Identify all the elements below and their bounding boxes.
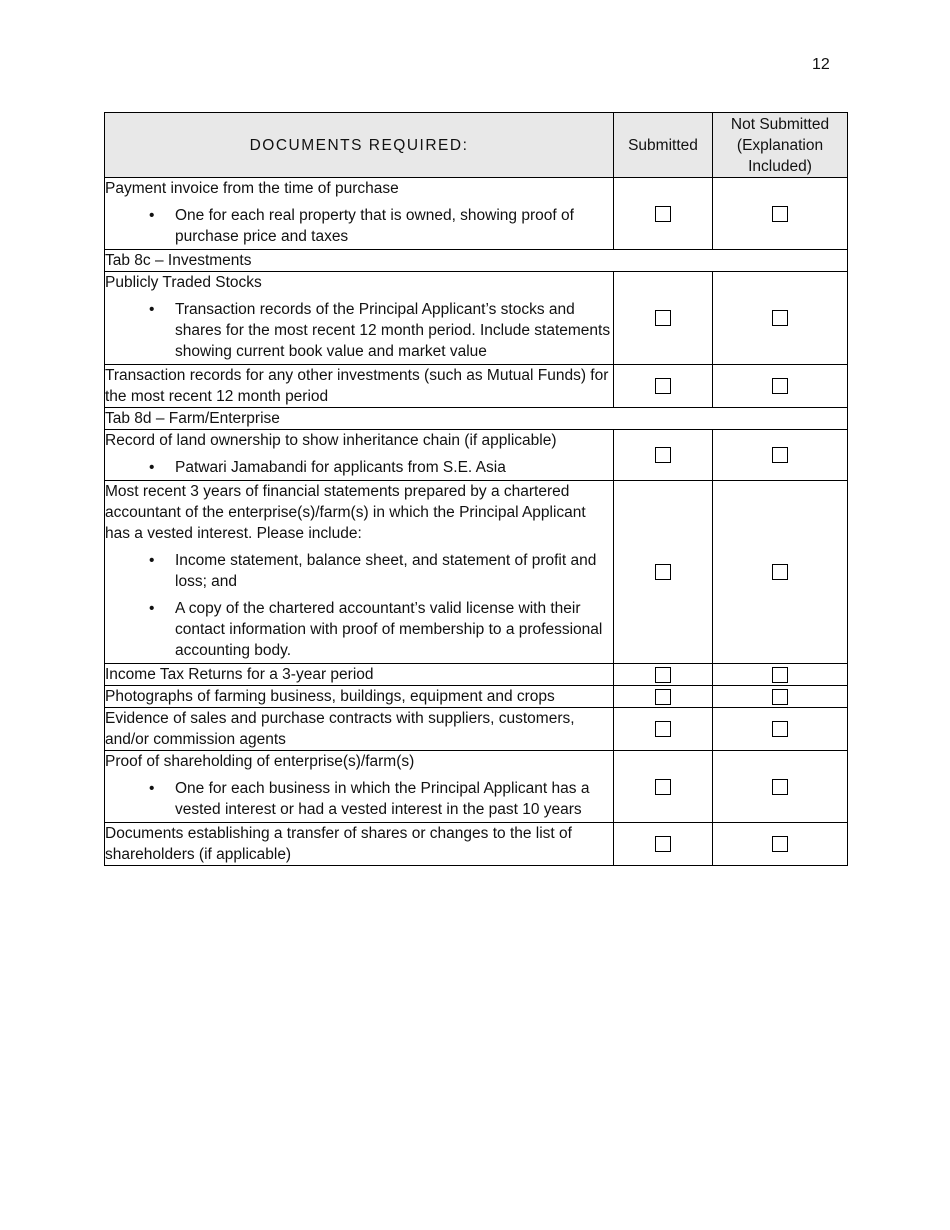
document-description: Most recent 3 years of financial statements prepared by a chartered accountant of the enterprise(s)/farm(s) in which the Principal Applicant has a vested interest. Please include: bbox=[105, 483, 586, 542]
table-row bbox=[105, 272, 848, 365]
document-cell bbox=[105, 430, 614, 481]
submitted-cell bbox=[614, 708, 713, 751]
table-row bbox=[105, 481, 848, 664]
bullet-list bbox=[105, 778, 613, 820]
section-row bbox=[105, 250, 848, 272]
document-description: Income Tax Returns for a 3-year period bbox=[105, 666, 374, 683]
document-description: Record of land ownership to show inheritance chain (if applicable) bbox=[105, 432, 557, 449]
bullet-list bbox=[105, 299, 613, 362]
submitted-cell bbox=[614, 751, 713, 823]
submitted-cell bbox=[614, 664, 713, 686]
document-cell bbox=[105, 708, 614, 751]
submitted-cell bbox=[614, 178, 713, 250]
bullet-item: • One for each real property that is owned, showing proof of purchase price and taxes bbox=[175, 205, 613, 247]
section-row bbox=[105, 408, 848, 430]
header-not-submitted-line2: (Explanation bbox=[736, 136, 824, 154]
submitted-checkbox[interactable] bbox=[655, 564, 671, 580]
table-row bbox=[105, 430, 848, 481]
not-submitted-checkbox[interactable] bbox=[772, 447, 788, 463]
bullet-item: • A copy of the chartered accountant’s valid license with their contact information with proof of membership to a professional accounting body. bbox=[175, 598, 613, 661]
not-submitted-checkbox[interactable] bbox=[772, 564, 788, 580]
submitted-checkbox[interactable] bbox=[655, 836, 671, 852]
table-row bbox=[105, 751, 848, 823]
document-description: Transaction records for any other investments (such as Mutual Funds) for the most recent 12 month period bbox=[105, 367, 609, 405]
not-submitted-checkbox[interactable] bbox=[772, 689, 788, 705]
not-submitted-checkbox[interactable] bbox=[772, 667, 788, 683]
not-submitted-checkbox[interactable] bbox=[772, 836, 788, 852]
bullet-list bbox=[105, 550, 613, 661]
header-row bbox=[105, 113, 848, 178]
document-cell bbox=[105, 686, 614, 708]
table-row bbox=[105, 664, 848, 686]
header-not-submitted-line1: Not Submitted bbox=[730, 115, 830, 133]
submitted-checkbox[interactable] bbox=[655, 206, 671, 222]
bullet-item: • One for each business in which the Principal Applicant has a vested interest or had a vested interest in the past 10 years bbox=[175, 778, 613, 820]
document-description: Publicly Traded Stocks bbox=[105, 274, 262, 291]
document-cell bbox=[105, 178, 614, 250]
page-number: 12 bbox=[812, 56, 830, 73]
submitted-cell bbox=[614, 365, 713, 408]
document-cell bbox=[105, 751, 614, 823]
document-description: Photographs of farming business, buildings, equipment and crops bbox=[105, 688, 555, 705]
not-submitted-checkbox[interactable] bbox=[772, 779, 788, 795]
header-not-submitted bbox=[713, 113, 848, 178]
submitted-cell bbox=[614, 272, 713, 365]
submitted-checkbox[interactable] bbox=[655, 378, 671, 394]
submitted-checkbox[interactable] bbox=[655, 310, 671, 326]
document-description: Payment invoice from the time of purchase bbox=[105, 180, 399, 197]
document-cell bbox=[105, 664, 614, 686]
submitted-cell bbox=[614, 823, 713, 866]
bullet-item: • Patwari Jamabandi for applicants from S.E. Asia bbox=[175, 457, 613, 478]
table-row bbox=[105, 823, 848, 866]
not-submitted-cell bbox=[713, 272, 848, 365]
submitted-cell bbox=[614, 481, 713, 664]
document-description: Documents establishing a transfer of shares or changes to the list of shareholders (if applicable) bbox=[105, 825, 572, 863]
bullet-list bbox=[105, 457, 613, 478]
not-submitted-cell bbox=[713, 178, 848, 250]
section-heading: Tab 8d – Farm/Enterprise bbox=[105, 408, 848, 430]
not-submitted-cell bbox=[713, 481, 848, 664]
table-row bbox=[105, 365, 848, 408]
header-submitted: Submitted bbox=[614, 113, 713, 178]
bullet-list bbox=[105, 205, 613, 247]
document-cell bbox=[105, 365, 614, 408]
bullet-item: • Transaction records of the Principal Applicant’s stocks and shares for the most recent 12 month period. Include statements showing current book value and market value bbox=[175, 299, 613, 362]
document-description: Evidence of sales and purchase contracts with suppliers, customers, and/or commission agents bbox=[105, 710, 575, 748]
document-cell bbox=[105, 481, 614, 664]
not-submitted-checkbox[interactable] bbox=[772, 378, 788, 394]
not-submitted-cell bbox=[713, 708, 848, 751]
header-documents-required: DOCUMENTS REQUIRED: bbox=[105, 113, 614, 178]
not-submitted-cell bbox=[713, 365, 848, 408]
document-description: Proof of shareholding of enterprise(s)/farm(s) bbox=[105, 753, 415, 770]
table-row bbox=[105, 178, 848, 250]
documents-checklist-table bbox=[104, 112, 848, 866]
not-submitted-cell bbox=[713, 430, 848, 481]
submitted-checkbox[interactable] bbox=[655, 779, 671, 795]
table-row bbox=[105, 686, 848, 708]
document-cell bbox=[105, 823, 614, 866]
checklist-body bbox=[105, 178, 848, 866]
not-submitted-checkbox[interactable] bbox=[772, 721, 788, 737]
not-submitted-cell bbox=[713, 751, 848, 823]
header-not-submitted-line3: Included) bbox=[748, 157, 812, 175]
bullet-item: • Income statement, balance sheet, and statement of profit and loss; and bbox=[175, 550, 613, 592]
not-submitted-checkbox[interactable] bbox=[772, 206, 788, 222]
submitted-checkbox[interactable] bbox=[655, 721, 671, 737]
not-submitted-cell bbox=[713, 664, 848, 686]
not-submitted-cell bbox=[713, 686, 848, 708]
submitted-cell bbox=[614, 686, 713, 708]
section-heading: Tab 8c – Investments bbox=[105, 250, 848, 272]
not-submitted-checkbox[interactable] bbox=[772, 310, 788, 326]
submitted-checkbox[interactable] bbox=[655, 447, 671, 463]
submitted-cell bbox=[614, 430, 713, 481]
document-cell bbox=[105, 272, 614, 365]
table-row bbox=[105, 708, 848, 751]
submitted-checkbox[interactable] bbox=[655, 667, 671, 683]
not-submitted-cell bbox=[713, 823, 848, 866]
submitted-checkbox[interactable] bbox=[655, 689, 671, 705]
